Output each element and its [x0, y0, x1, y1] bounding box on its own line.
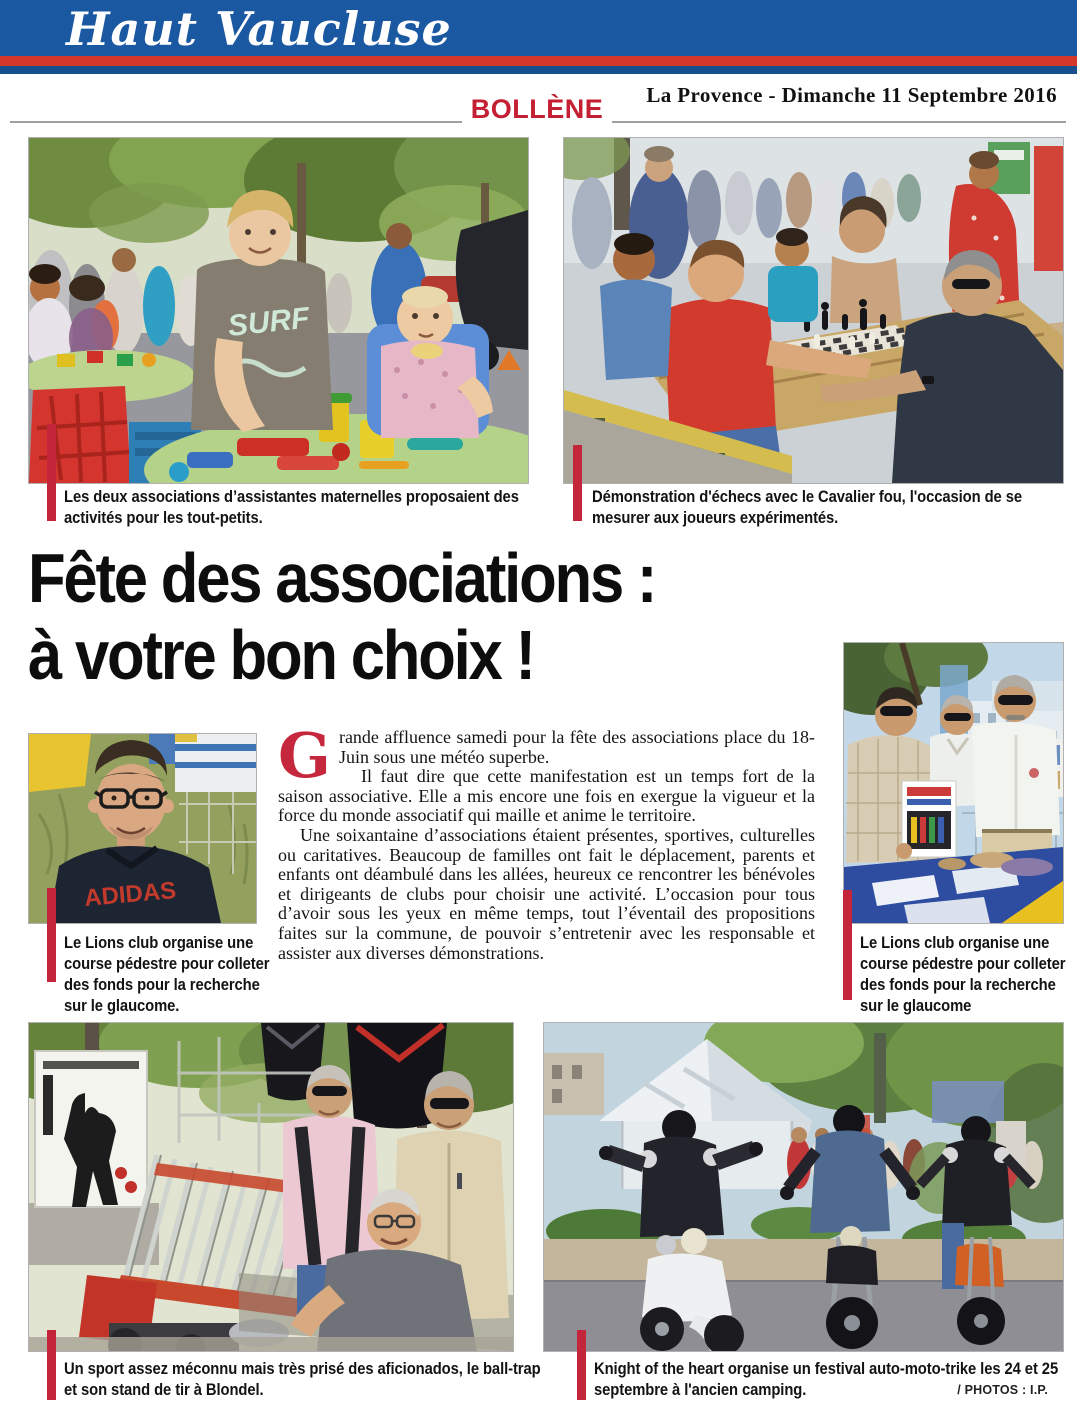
- article-paragraph-1: Grande affluence samedi pour la fête des associations place du 18-Juin sous une météo superbe.: [278, 719, 815, 792]
- caption-accent-bar: [47, 424, 56, 521]
- caption-accent-bar: [47, 1330, 56, 1400]
- caption-accent-bar: [577, 1330, 586, 1400]
- moto-illustration: [544, 1023, 1063, 1351]
- figure-toddlers-photo: [28, 137, 529, 484]
- article-paragraph-3: Une soixantaine d’associations étaient présentes, sportives, culturelles ou caritatives. Beaucoup de familles ont fait le déplacement, parents et enfants ont déambulé dans les allées, heureux ce rencontrer les bénévoles et dirigeants de clubs pour choisir une activité. L’occasion pour tous d’avoir sous les yeux en même temps, tout l’éventail des propositions faites sur la commune, de pouvoir s’entretenir avec les responsable et assister aux diverses démonstrations.: [278, 824, 815, 963]
- chess-illustration: [564, 138, 1063, 483]
- figure-caption-chess: Démonstration d'échecs avec le Cavalier fou, l'occasion de se mesurer aux joueurs expérimentés.: [592, 487, 1022, 527]
- caption-accent-bar: [573, 445, 582, 521]
- shirt-text-adidas: ADIDAS: [83, 877, 178, 912]
- figure-lions-right-photo: [843, 642, 1064, 924]
- toddlers-illustration: [29, 138, 528, 483]
- shirt-text-surf: SURF: [226, 301, 311, 343]
- figure-caption-balltrap: Un sport assez méconnu mais très prisé des aficionados, le ball-trap et son stand de tir à Blondel.: [64, 1359, 541, 1399]
- masthead-title: Haut Vaucluse: [66, 2, 452, 56]
- masthead-banner: [0, 0, 1077, 56]
- headline-line1: Fête des associations :: [28, 539, 656, 617]
- caption-accent-bar: [843, 890, 852, 1000]
- drop-cap: G: [278, 719, 331, 792]
- lions-left-illustration: [29, 734, 256, 923]
- section-label: BOLLÈNE: [462, 94, 612, 125]
- figure-caption-lions-right: Le Lions club organise une course pédestre pour colleter des fonds pour la recherche sur le glaucome: [860, 933, 1066, 1015]
- masthead-blue-stripe: [0, 66, 1077, 74]
- figure-caption-lions-left: Le Lions club organise une course pédestre pour colleter des fonds pour la recherche sur le glaucome.: [64, 933, 270, 1015]
- article-body: [278, 719, 815, 963]
- figure-balltrap-photo: [28, 1022, 514, 1352]
- figure-moto-photo: [543, 1022, 1064, 1352]
- edition-dateline: La Provence - Dimanche 11 Septembre 2016: [646, 83, 1057, 107]
- headline: [28, 540, 655, 694]
- figure-caption-moto: Knight of the heart organise un festival auto-moto-trike les 24 et 25 septembre à l'ancien camping.: [594, 1359, 1059, 1399]
- balltrap-illustration: [29, 1023, 513, 1351]
- headline-line2: à votre bon choix !: [28, 616, 534, 694]
- lions-right-illustration: [844, 643, 1063, 923]
- figure-caption-toddlers: Les deux associations d’assistantes maternelles proposaient des activités pour les tout-petits.: [64, 487, 519, 527]
- masthead-red-stripe: [0, 56, 1077, 66]
- article-paragraph-2: Il faut dire que cette manifestation est un temps fort de la saison associative. Elle a mis encore une fois en exergue la vigueur et la force du monde associatif qui maille et anime le territoire.: [278, 766, 815, 826]
- caption-accent-bar: [47, 888, 56, 982]
- figure-chess-photo: [563, 137, 1064, 484]
- figure-lions-left-photo: [28, 733, 257, 924]
- photo-credit: / PHOTOS : I.P.: [957, 1383, 1048, 1397]
